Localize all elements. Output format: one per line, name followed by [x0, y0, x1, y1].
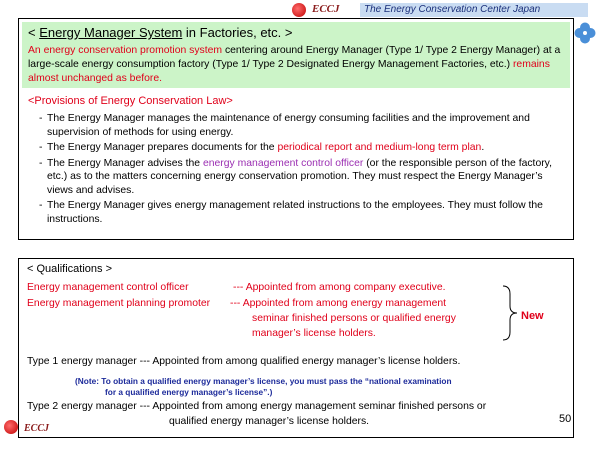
list-item: - The Energy Manager manages the maintenance of energy consuming facilities and the improvement and supervision of methods for using energy. [39, 113, 530, 138]
list-item: - The Energy Manager advises the energy management control officer (or the responsible person of the factory, etc.) as to the matters concerning energy conservation promotion. They must respect the Energy Manager’s views and advises. [39, 157, 552, 196]
type2-manager-line-2: qualified energy manager’s license holders. [169, 416, 370, 427]
type2-manager-line-1: Type 2 energy manager --- Appointed from among energy management seminar finished persons or [27, 401, 487, 412]
planning-promoter-desc-2: seminar finished persons or qualified energy [252, 313, 456, 324]
provisions-list [39, 112, 565, 228]
license-note [75, 376, 452, 398]
eccj-logo-icon [292, 3, 306, 17]
planning-promoter-desc-1: --- Appointed from among energy management [230, 298, 447, 309]
footer-logo-icon [4, 420, 18, 434]
title-open: < [28, 25, 40, 40]
list-item: - The Energy Manager gives energy management related instructions to the employees. They must follow the instructions. [39, 200, 543, 225]
planning-promoter-desc-3: manager’s license holders. [252, 328, 376, 339]
section-title [28, 24, 564, 41]
list-item: - The Energy Manager prepares documents for the periodical report and medium-long term plan. [39, 142, 485, 153]
note-line-2: for a qualified energy manager’s license”.) [105, 387, 273, 397]
intro-body: centering around Energy Manager (Type 1/ Type 2 Energy Manager) at a large-scale energy consumption factory (Type 1/ Type 2 Designated Energy Management Factories, etc.) [28, 45, 561, 70]
intro-highlight-2: remains almost unchanged as before. [28, 59, 550, 84]
intro-text [28, 44, 564, 86]
footer-logo [2, 414, 62, 444]
qualifications-box [18, 258, 574, 438]
clover-logo-icon [574, 22, 596, 44]
intro-panel [22, 22, 570, 88]
header-banner: The Energy Conservation Center Japan [360, 3, 588, 17]
new-badge: New [521, 310, 544, 322]
page-number: 50 [559, 413, 572, 425]
control-officer-desc: --- Appointed from among company executive. [233, 282, 446, 293]
brace-icon [501, 284, 521, 342]
note-line-1: (Note: To obtain a qualified energy manager’s license, you must pass the “national examination [75, 376, 452, 386]
type1-manager: Type 1 energy manager --- Appointed from among qualified energy manager’s license holders. [27, 356, 461, 367]
qualifications-heading: < Qualifications > [27, 263, 112, 275]
title-underlined: Energy Manager System [39, 25, 183, 40]
intro-highlight-1: An energy conservation promotion system [28, 45, 223, 56]
control-officer-label: Energy management control officer [27, 282, 189, 293]
planning-promoter-label: Energy management planning promoter [27, 298, 211, 309]
title-rest: in Factories, etc. > [182, 25, 293, 40]
header-logo-text: ECCJ [312, 3, 340, 15]
provisions-heading: <Provisions of Energy Conservation Law> [28, 95, 233, 107]
footer-logo-text: ECCJ [24, 423, 50, 434]
energy-manager-system-box [18, 18, 574, 240]
